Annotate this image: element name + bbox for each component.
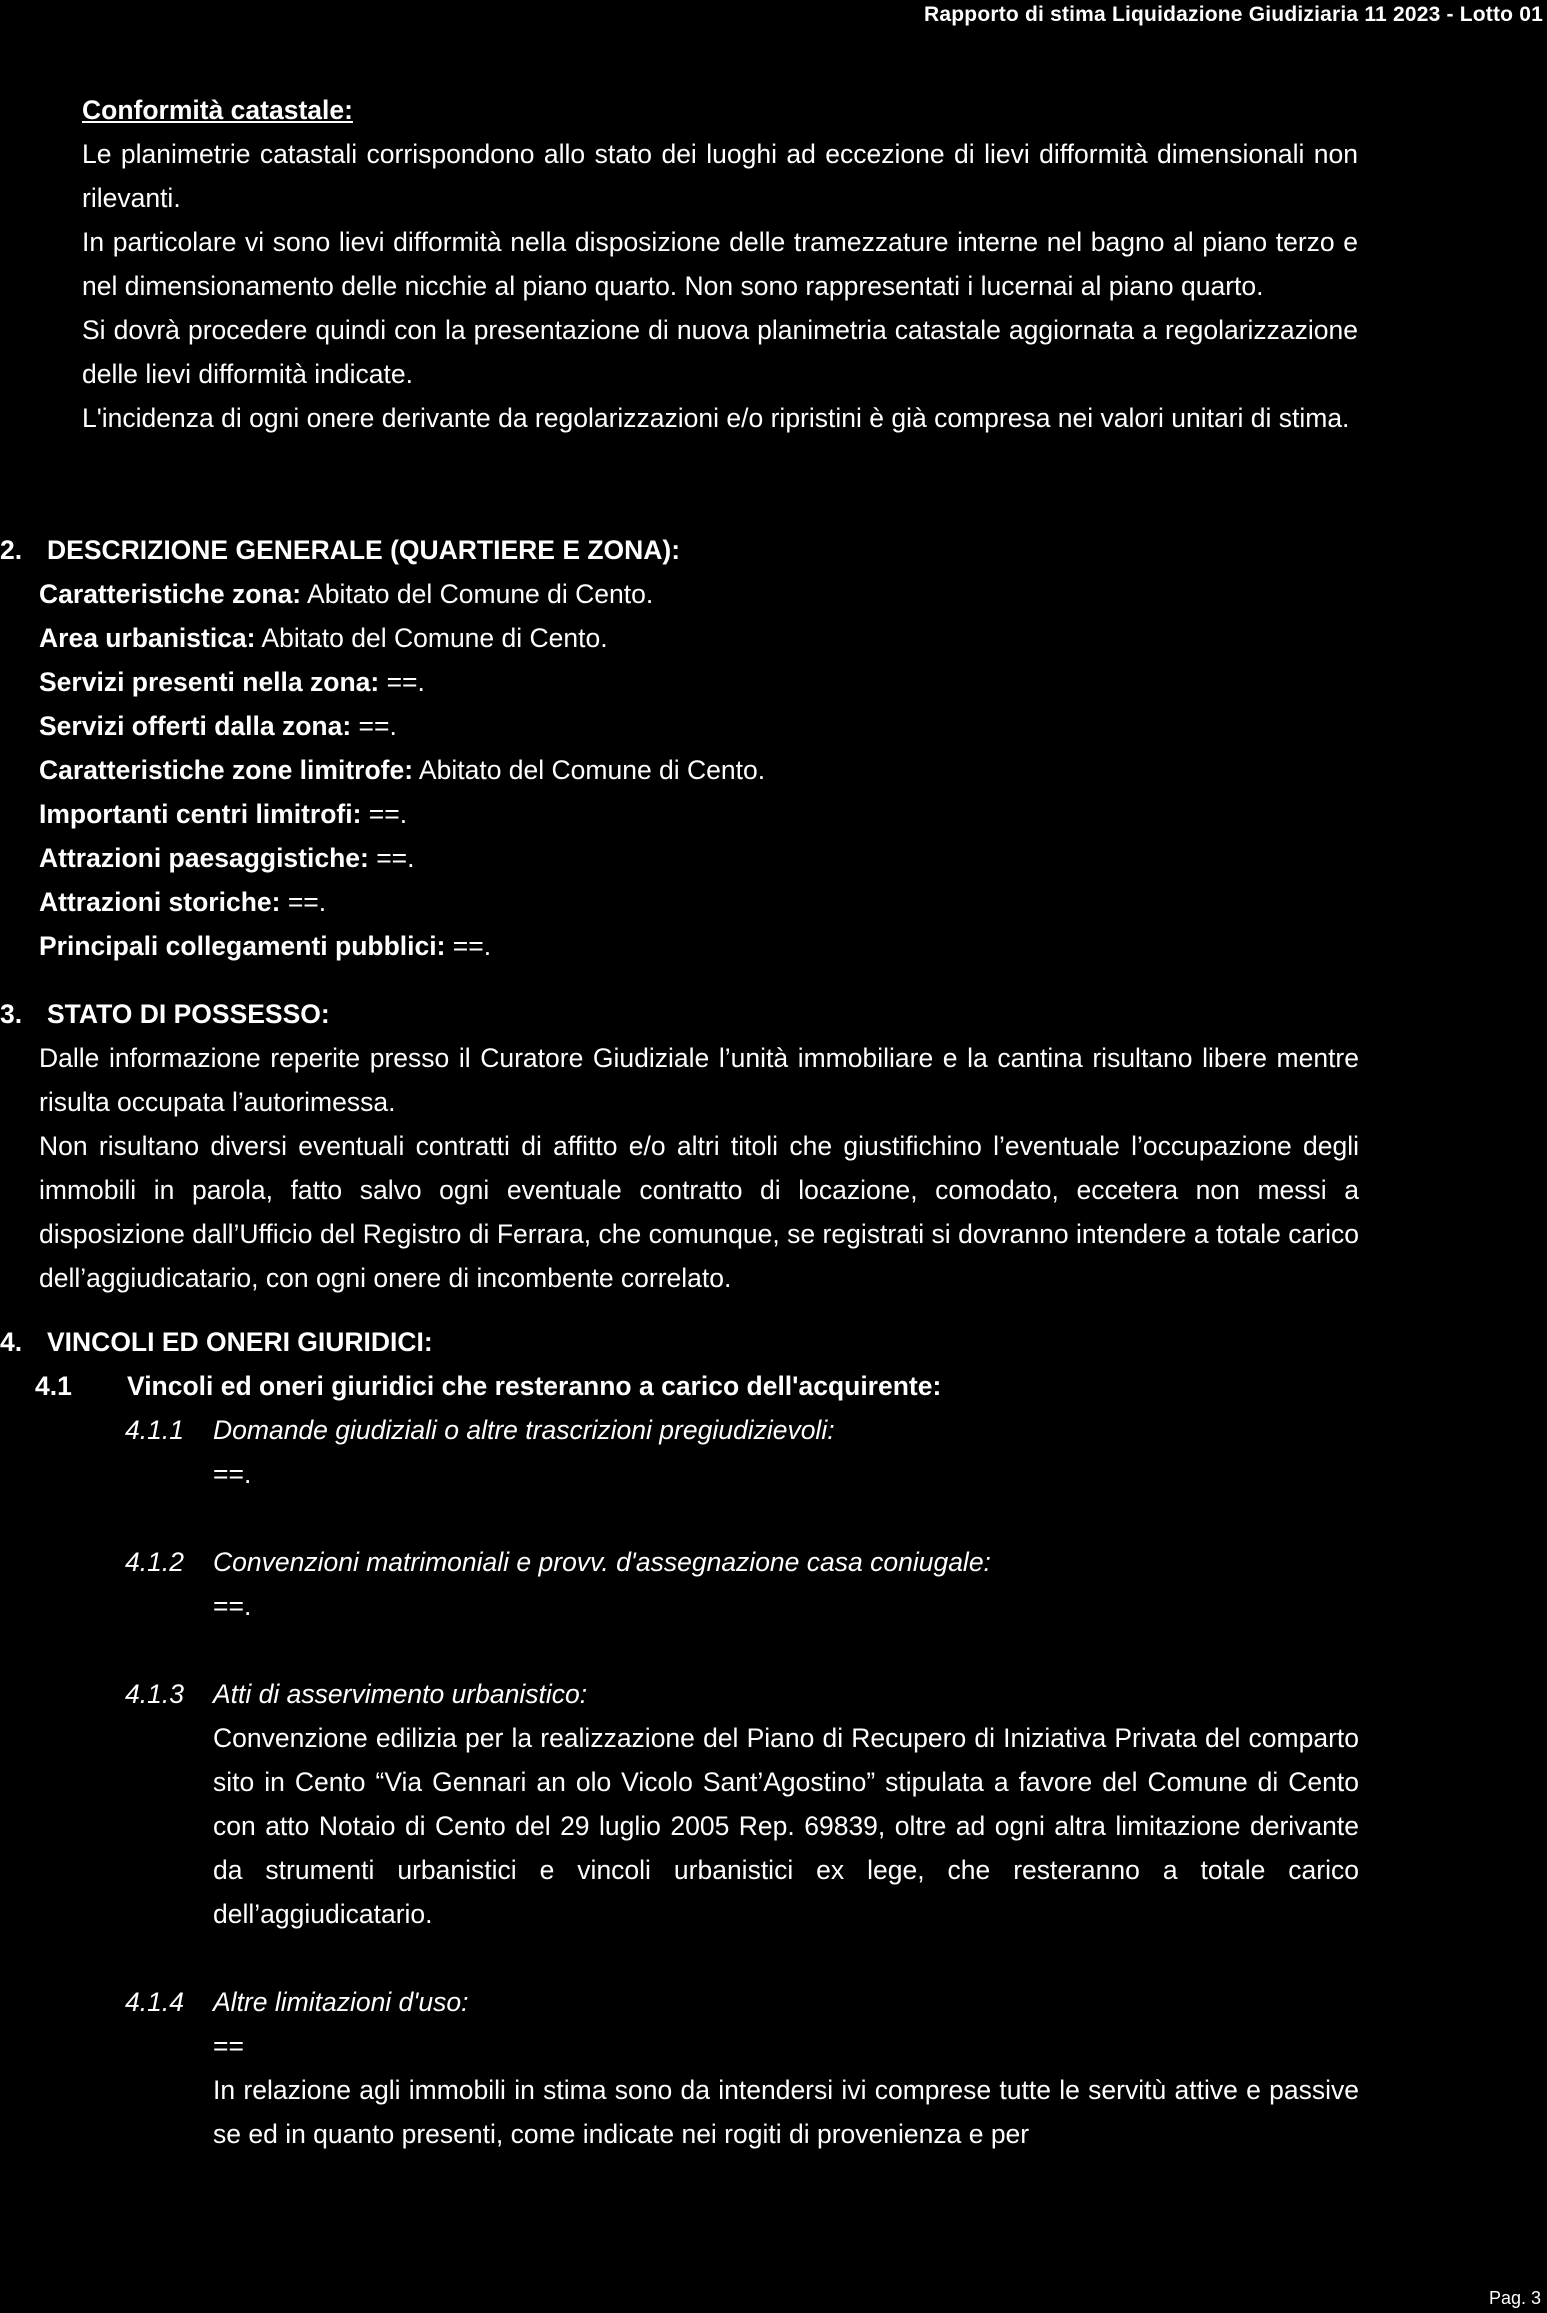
item-body: In relazione agli immobili in stima sono da intendersi ivi comprese tutte le servitù attive e passive se ed in quanto presenti, come indicate nei rogiti di provenienza e per xyxy=(213,2075,1359,2149)
field-label: Servizi offerti dalla zona: xyxy=(39,711,352,741)
section-title: VINCOLI ED ONERI GIURIDICI: xyxy=(47,1327,433,1357)
section-2-heading xyxy=(0,528,1547,572)
field-label: Importanti centri limitrofi: xyxy=(39,799,362,829)
field-value: Abitato del Comune di Cento. xyxy=(255,623,608,653)
field-label: Attrazioni storiche: xyxy=(39,887,281,917)
item-title: Domande giudiziali o altre trascrizioni pregiudizievoli: xyxy=(213,1415,835,1445)
page-content xyxy=(0,88,1547,2156)
field-row xyxy=(39,792,1547,836)
section-number: 3. xyxy=(0,999,23,1029)
conformita-paragraph: Si dovrà procedere quindi con la presentazione di nuova planimetria catastale aggiornata a regolarizzazione delle lievi difformità indicate. xyxy=(82,315,1358,389)
item-heading xyxy=(125,1672,1547,1716)
field-label: Caratteristiche zone limitrofe: xyxy=(39,755,414,785)
item-body: ==. xyxy=(213,1591,252,1621)
field-value: Abitato del Comune di Cento. xyxy=(413,755,766,785)
field-value: ==. xyxy=(351,711,397,741)
item-heading xyxy=(125,1980,1547,2024)
subsection-number: 4.1 xyxy=(35,1371,72,1401)
zone-fields xyxy=(0,572,1547,968)
field-row xyxy=(39,880,1547,924)
field-row xyxy=(39,572,1547,616)
item-title: Atti di asservimento urbanistico: xyxy=(213,1679,588,1709)
section-number: 4. xyxy=(0,1327,23,1357)
item-heading xyxy=(125,1408,1547,1452)
conformita-heading: Conformità catastale: xyxy=(82,95,353,125)
field-row xyxy=(39,836,1547,880)
field-label: Caratteristiche zona: xyxy=(39,579,302,609)
field-value: ==. xyxy=(368,843,415,873)
item-body: Convenzione edilizia per la realizzazione del Piano di Recupero di Iniziativa Privata del comparto sito in Cento “Via Gennari an olo Vicolo Sant’Agostino” stipulata a favore del Comune di Cento con atto Notaio di Cento del 29 luglio 2005 Rep. 69839, oltre ad ogni altra limitazione derivante da strumenti urbanistici e vincoli urbanistici ex lege, che resteranno a totale carico dell’aggiudicatario. xyxy=(213,1723,1359,1929)
field-value: ==. xyxy=(379,667,425,697)
field-row xyxy=(39,748,1547,792)
field-value: ==. xyxy=(445,931,492,961)
possesso-paragraph: Dalle informazione reperite presso il Curatore Giudiziale l’unità immobiliare e la cantina risultano libere mentre risulta occupata l’autorimessa. xyxy=(39,1043,1359,1117)
item-heading xyxy=(125,1540,1547,1584)
section-title: DESCRIZIONE GENERALE (QUARTIERE E ZONA): xyxy=(47,535,681,565)
field-value: Abitato del Comune di Cento. xyxy=(301,579,654,609)
section-number: 2. xyxy=(0,535,23,565)
field-label: Principali collegamenti pubblici: xyxy=(39,931,446,961)
field-row xyxy=(39,924,1547,968)
section-4-heading xyxy=(0,1320,1547,1364)
item-number: 4.1.3 xyxy=(125,1679,184,1709)
item-number: 4.1.1 xyxy=(125,1415,184,1445)
item-number: 4.1.4 xyxy=(125,1987,184,2017)
field-row xyxy=(39,704,1547,748)
field-row xyxy=(39,616,1547,660)
subsection-title: Vincoli ed oneri giuridici che resteranno a carico dell'acquirente: xyxy=(127,1371,942,1401)
field-row xyxy=(39,660,1547,704)
document-header: Rapporto di stima Liquidazione Giudiziaria 11 2023 - Lotto 01 xyxy=(924,3,1543,26)
conformita-paragraph: Le planimetrie catastali corrispondono allo stato dei luoghi ad eccezione di lievi difformità dimensionali non rilevanti. xyxy=(82,139,1358,213)
conformita-paragraph: In particolare vi sono lievi difformità nella disposizione delle tramezzature interne nel bagno al piano terzo e nel dimensionamento delle nicchie al piano quarto. Non sono rappresentati i lucernai al piano quarto. xyxy=(82,227,1358,301)
possesso-paragraph: Non risultano diversi eventuali contratti di affitto e/o altri titoli che giustifichino l’eventuale l’occupazione degli immobili in parola, fatto salvo ogni eventuale contratto di locazione, comodato, eccetera non messi a disposizione dall’Ufficio del Registro di Ferrara, che comunque, se registrati si dovranno intendere a totale carico dell’aggiudicatario, con ogni onere di incombente correlato. xyxy=(39,1131,1359,1293)
conformita-paragraph: L'incidenza di ogni onere derivante da regolarizzazioni e/o ripristini è già compresa nei valori unitari di stima. xyxy=(82,403,1350,433)
subsection-4-1-heading xyxy=(35,1364,1547,1408)
page-number: Pag. 3 xyxy=(1488,2288,1541,2308)
field-label: Area urbanistica: xyxy=(39,623,256,653)
section-title: STATO DI POSSESSO: xyxy=(47,999,330,1029)
field-label: Attrazioni paesaggistiche: xyxy=(39,843,369,873)
item-title: Convenzioni matrimoniali e provv. d'assegnazione casa coniugale: xyxy=(213,1547,991,1577)
conformita-section xyxy=(82,88,1358,440)
item-number: 4.1.2 xyxy=(125,1547,184,1577)
field-value: ==. xyxy=(361,799,408,829)
item-body: == xyxy=(213,2031,244,2061)
field-value: ==. xyxy=(280,887,327,917)
item-body: ==. xyxy=(213,1459,252,1489)
field-label: Servizi presenti nella zona: xyxy=(39,667,380,697)
item-title: Altre limitazioni d'uso: xyxy=(213,1987,469,2017)
section-3-heading xyxy=(0,992,1547,1036)
